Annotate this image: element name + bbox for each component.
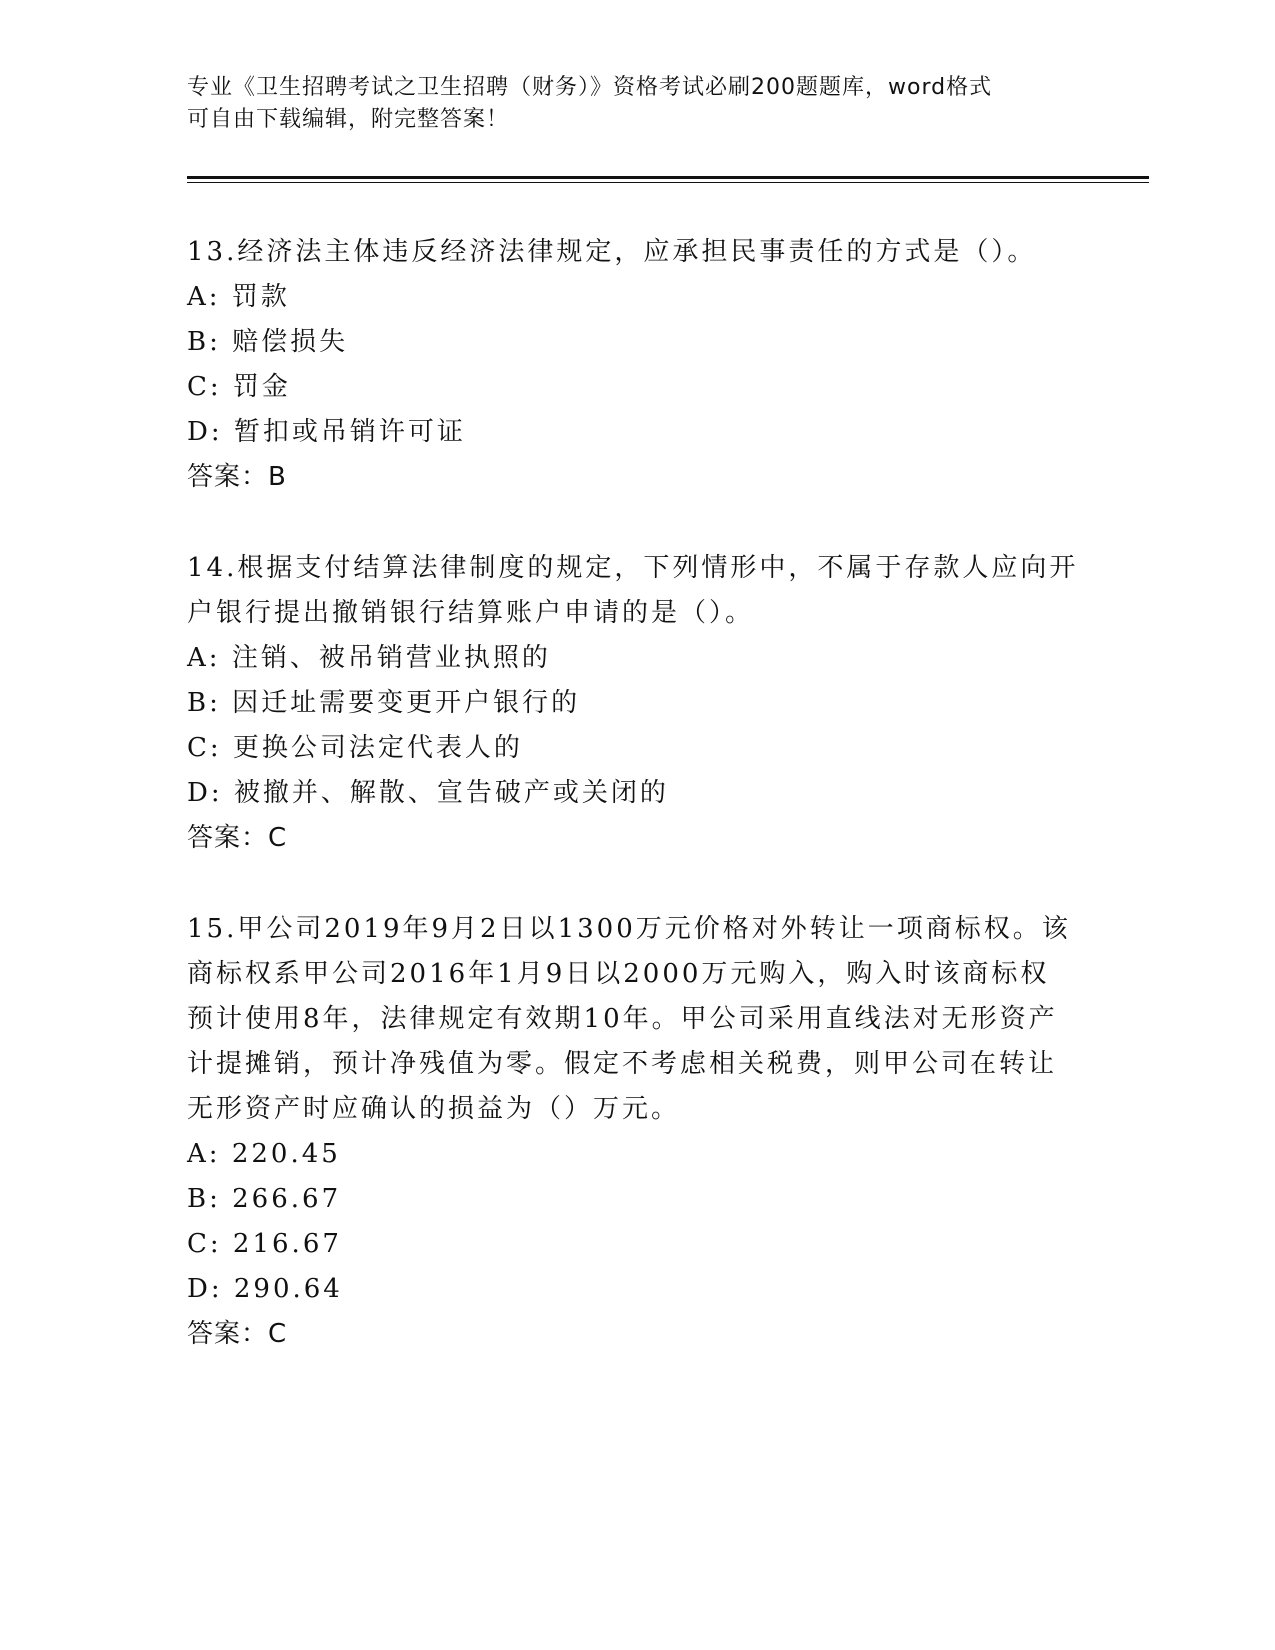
option-text: 220.45 (231, 1139, 341, 1169)
question-stem-line: 15.甲公司2019年9月2日以1300万元价格对外转让一项商标权。该 (187, 914, 1071, 944)
question-stem-line: 计提摊销，预计净残值为零。假定不考虑相关税费，则甲公司在转让 (187, 1049, 1058, 1079)
option-text: 被撤并、解散、宣告破产或关闭的 (233, 778, 669, 808)
option-text: 注销、被吊销营业执照的 (231, 643, 551, 673)
option-label: B: (187, 1184, 221, 1214)
option-a (187, 275, 1087, 320)
option-d (187, 771, 1087, 816)
option-c (187, 1222, 1087, 1267)
option-text: 216.67 (232, 1229, 342, 1259)
option-text: 罚款 (231, 282, 290, 312)
option-label: D: (187, 417, 223, 447)
option-label: C: (187, 372, 222, 402)
option-text: 罚金 (232, 372, 291, 402)
option-label: D: (187, 1274, 223, 1304)
option-label: A: (187, 1139, 221, 1169)
option-b (187, 681, 1087, 726)
option-b (187, 1177, 1087, 1222)
option-text: 因迁址需要变更开户银行的 (232, 688, 581, 718)
option-b (187, 320, 1087, 365)
question-14 (187, 546, 1087, 861)
answer: 答案：B (187, 462, 287, 492)
header-divider-thin (187, 182, 1149, 183)
option-text: 更换公司法定代表人的 (232, 733, 523, 763)
document-header (187, 72, 1087, 136)
option-label: A: (187, 643, 221, 673)
option-c (187, 726, 1087, 771)
option-label: A: (187, 282, 221, 312)
option-text: 290.64 (233, 1274, 343, 1304)
option-label: C: (187, 733, 222, 763)
question-stem-line: 无形资产时应确认的损益为（）万元。 (187, 1094, 681, 1124)
question-stem (187, 230, 1087, 275)
question-stem-line: 13.经济法主体违反经济法律规定，应承担民事责任的方式是（）。 (187, 237, 1037, 267)
option-label: B: (187, 327, 221, 357)
question-15 (187, 907, 1087, 1357)
option-label: C: (187, 1229, 222, 1259)
option-d (187, 1267, 1087, 1312)
question-list (187, 230, 1087, 1403)
question-stem-line: 商标权系甲公司2016年1月9日以2000万元购入，购入时该商标权 (187, 959, 1050, 989)
question-13 (187, 230, 1087, 500)
question-stem-line: 14.根据支付结算法律制度的规定，下列情形中，不属于存款人应向开 (187, 553, 1079, 583)
question-stem (187, 907, 1087, 1132)
header-line-1: 专业《卫生招聘考试之卫生招聘（财务）》资格考试必刷200题题库，word格式 (187, 75, 993, 100)
question-stem-line: 户银行提出撤销银行结算账户申请的是（）。 (187, 598, 755, 628)
answer: 答案：C (187, 1319, 288, 1349)
header-line-2: 可自由下载编辑，附完整答案！ (187, 107, 510, 132)
option-c (187, 365, 1087, 410)
question-stem-line: 预计使用8年，法律规定有效期10年。甲公司采用直线法对无形资产 (187, 1004, 1058, 1034)
option-a (187, 636, 1087, 681)
option-a (187, 1132, 1087, 1177)
option-text: 暂扣或吊销许可证 (233, 417, 466, 447)
answer: 答案：C (187, 823, 288, 853)
question-stem (187, 546, 1087, 636)
option-text: 266.67 (232, 1184, 342, 1214)
option-d (187, 410, 1087, 455)
option-label: B: (187, 688, 221, 718)
option-text: 赔偿损失 (232, 327, 349, 357)
option-label: D: (187, 778, 223, 808)
header-divider-thick (187, 176, 1149, 179)
